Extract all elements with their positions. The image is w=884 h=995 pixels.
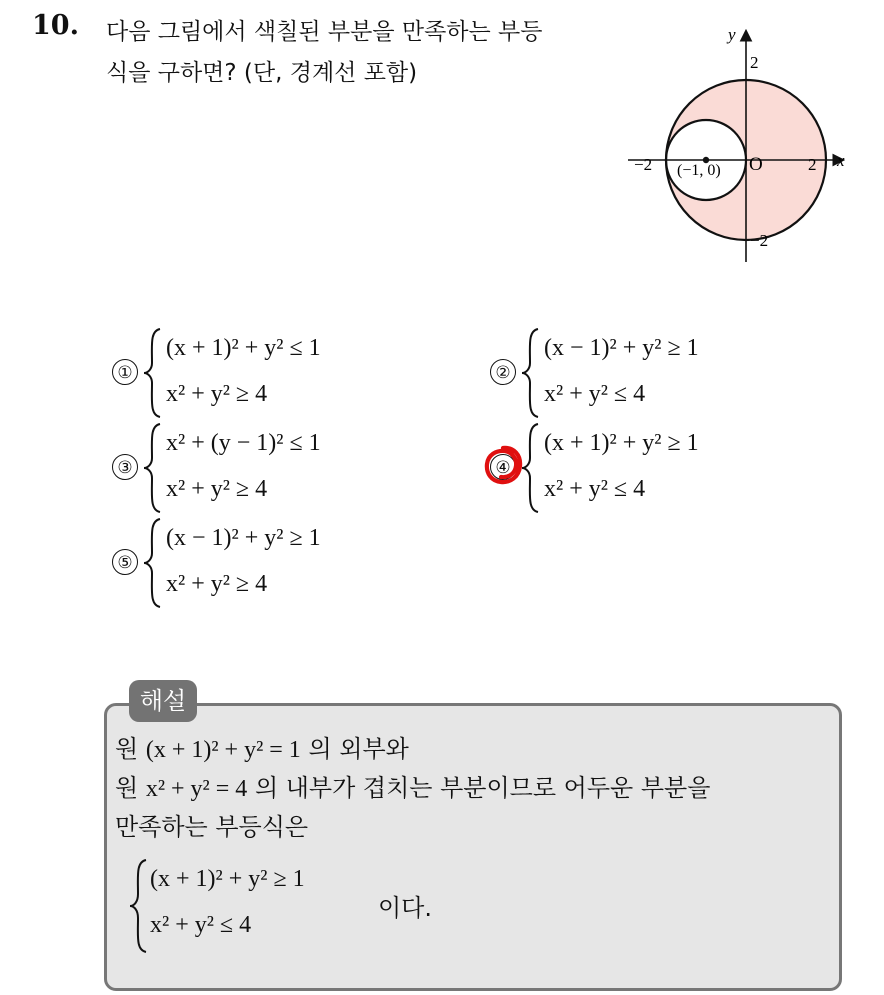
option-2[interactable] — [490, 325, 790, 425]
option-5[interactable] — [112, 515, 412, 615]
solution-line2: 원 x² + y² = 4 의 내부가 겹치는 부분이므로 어두운 부분을 — [115, 774, 711, 802]
solution-eq1: (x + 1)² + y² = 1 — [145, 737, 301, 763]
option-number: ④ — [490, 454, 516, 480]
selected-mark-icon — [481, 443, 525, 487]
circle-graph — [620, 20, 860, 270]
option-4[interactable] — [490, 420, 790, 520]
option-line1: x² + (y − 1)² ≤ 1 — [166, 430, 321, 456]
option-line1: (x + 1)² + y² ≤ 1 — [166, 335, 321, 361]
option-3[interactable] — [112, 420, 412, 520]
option-number: ② — [490, 359, 516, 385]
option-line1: (x − 1)² + y² ≥ 1 — [166, 525, 321, 551]
brace-icon — [142, 325, 164, 421]
option-line2: x² + y² ≥ 4 — [166, 381, 268, 407]
question-text-line2: 식을 구하면? (단, 경계선 포함) — [106, 60, 418, 86]
option-number: ③ — [112, 454, 138, 480]
option-line1: (x − 1)² + y² ≥ 1 — [544, 335, 699, 361]
option-line2: x² + y² ≤ 4 — [544, 381, 646, 407]
solution-text — [115, 730, 710, 846]
y-axis-label: y — [728, 25, 736, 44]
option-1[interactable] — [112, 325, 412, 425]
tick-x-neg: −2 — [634, 155, 653, 174]
brace-icon — [142, 420, 164, 516]
solution-answer-line1: (x + 1)² + y² ≥ 1 — [150, 866, 305, 892]
solution-line3: 만족하는 부등식은 — [115, 813, 309, 841]
solution-tail: 이다. — [378, 894, 432, 922]
x-axis-label: x — [837, 151, 845, 170]
solution-line1: 원 (x + 1)² + y² = 1 의 외부와 — [115, 735, 409, 763]
question-text-line1: 다음 그림에서 색칠된 부분을 만족하는 부등 — [106, 19, 543, 45]
option-line2: x² + y² ≥ 4 — [166, 476, 268, 502]
solution-tag: 해설 — [129, 680, 197, 722]
option-line2: x² + y² ≤ 4 — [544, 476, 646, 502]
origin-label: O — [749, 154, 763, 175]
brace-icon — [520, 325, 542, 421]
tick-y-neg: −2 — [750, 231, 769, 250]
option-number: ⑤ — [112, 549, 138, 575]
question-text — [106, 12, 542, 94]
solution-eq2: x² + y² = 4 — [145, 776, 248, 802]
tick-x-pos: 2 — [808, 155, 817, 174]
option-line1: (x + 1)² + y² ≥ 1 — [544, 430, 699, 456]
center-label: (−1, 0) — [677, 162, 721, 179]
tick-y-pos: 2 — [750, 53, 759, 72]
option-line2: x² + y² ≥ 4 — [166, 571, 268, 597]
question-number: 10. — [32, 10, 79, 41]
solution-brace — [128, 856, 150, 956]
brace-icon — [142, 515, 164, 611]
option-number: ① — [112, 359, 138, 385]
solution-answer-line2: x² + y² ≤ 4 — [150, 912, 252, 938]
